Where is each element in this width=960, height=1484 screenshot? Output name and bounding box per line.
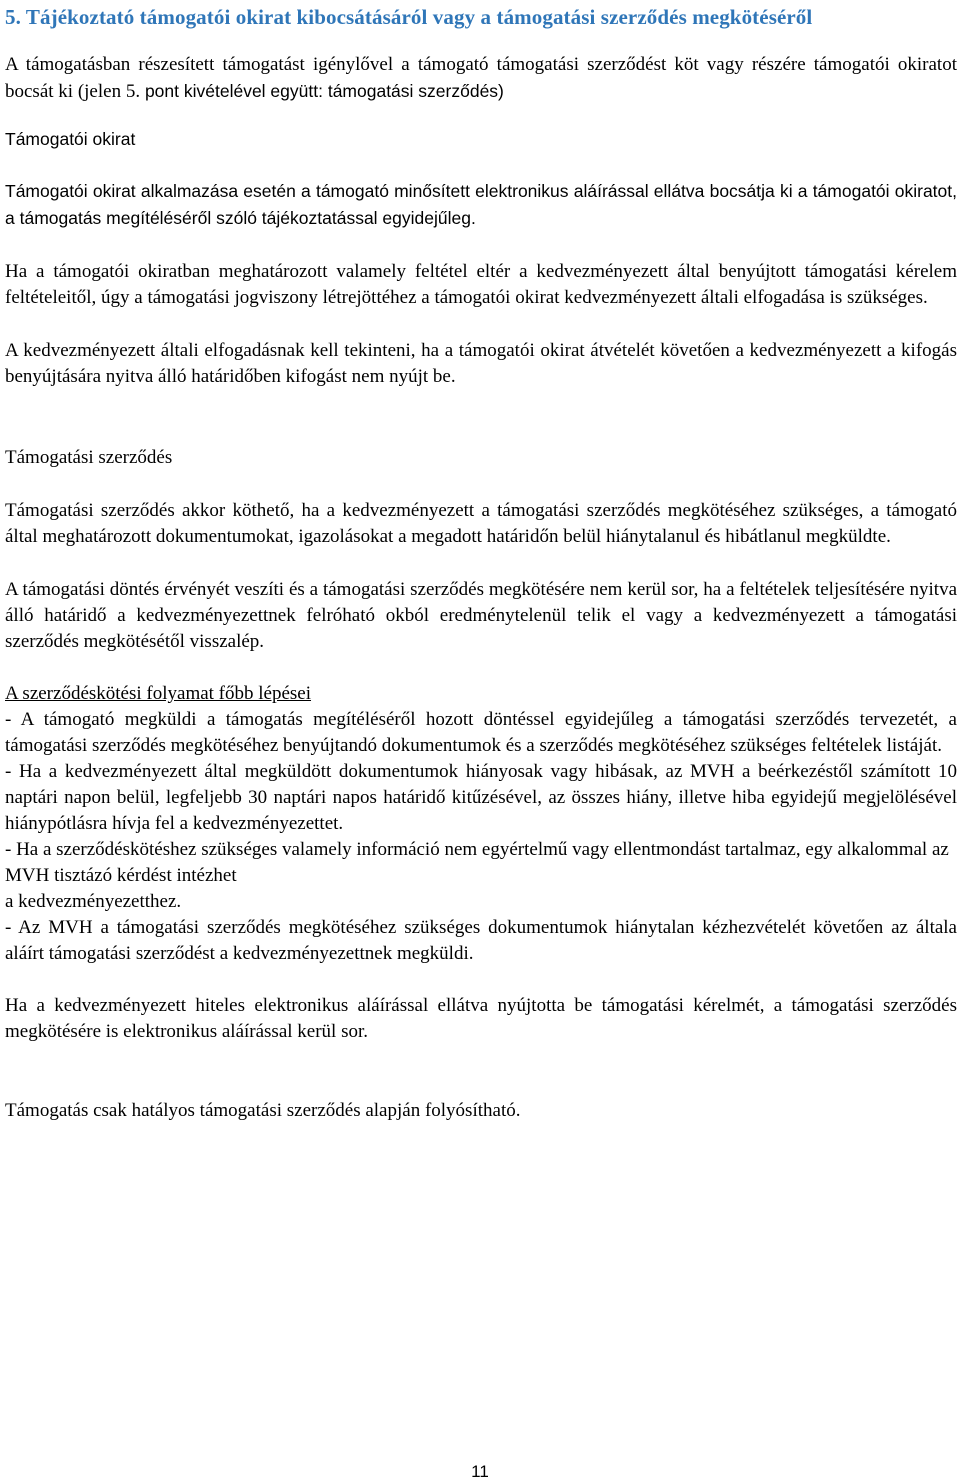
steps-title [5, 681, 957, 707]
step-3-line-1: - Ha a szerződéskötéshez szükséges valamely információ nem egyértelmű vagy ellentmondást tartalmaz, egy alkalommal az MVH tisztázó kérdést intézhet [5, 839, 949, 886]
step-1: - A támogató megküldi a támogatás megítéléséről hozott döntéssel egyidejűleg a támogatási szerződés tervezetét, a támogatási szerződés megkötéséhez benyújtandó dokumentumok és a szerződés megkötéséhez szükséges feltételek listáját. [5, 709, 957, 756]
okirat-paragraph-2: Ha a támogatói okiratban meghatározott valamely feltétel eltér a kedvezményezett által benyújtott támogatási kérelem feltételeitől, úgy a támogatási jogviszony létrejöttéhez a támogatói okirat kedvezményezett általi elfogadása is szükséges. [5, 261, 957, 308]
szerzodes-paragraph-1: Támogatási szerződés akkor köthető, ha a kedvezményezett a támogatási szerződés megkötéséhez szükséges, a támogató által meghatározott dokumentumokat, igazolásokat a megadott határidőn belül hiánytalanul és hibátlanul megküldte. [5, 500, 957, 547]
szerzodes-title: Támogatási szerződés [5, 447, 173, 468]
page-number: 11 [471, 1462, 489, 1481]
okirat-paragraph-1-text: Támogatói okirat alkalmazása esetén a támogató minősített elektronikus aláírással ellátva bocsátja ki a támogatói okiratot, a támogatás megítéléséről szóló tájékoztatással egyidejűleg. [5, 181, 957, 228]
step-2: - Ha a kedvezményezett által megküldött dokumentumok hiányosak vagy hibásak, az MVH a beérkezéstől számított 10 naptári napon belül, legfeljebb 30 naptári napos határidő kitűzésével, az összes hiány, illetve hiba egyidejű megjelölésével hiánypótlásra hívja fel a kedvezményezettet. [5, 761, 957, 834]
okirat-paragraph-3: A kedvezményezett általi elfogadásnak kell tekinteni, ha a támogatói okirat átvételét követően a kedvezményezett a kifogás benyújtására nyitva álló határidőben kifogást nem nyújt be. [5, 340, 957, 387]
step-3 [5, 837, 957, 915]
steps-title-text: A szerződéskötési folyamat főbb lépései [5, 683, 312, 704]
intro-sans-text: pont kivételével együtt: támogatási szerződés) [140, 81, 504, 101]
step-3-line-2: a kedvezményezetthez. [5, 891, 182, 912]
okirat-title: Támogatói okirat [5, 129, 136, 149]
szerzodes-paragraph-3: Ha a kedvezményezett hiteles elektronikus aláírással ellátva nyújtotta be támogatási kérelmét, a támogatási szerződés megkötésére is elektronikus aláírással kerül sor. [5, 995, 957, 1042]
szerzodes-paragraph-2: A támogatási döntés érvényét veszíti és a támogatási szerződés megkötésére nem kerül sor, ha a feltételek teljesítésére nyitva álló határidő a kedvezményezettnek felróható okból eredménytelenül telik el vagy a kedvezményezett a támogatási szerződés megkötésétől visszalép. [5, 579, 957, 652]
intro-paragraph [5, 52, 957, 105]
intro-serif-text: A támogatásban részesített támogatást igénylővel a támogató támogatási szerződést köt vagy részére támogatói okiratot bocsát ki (jelen 5. [5, 54, 957, 102]
szerzodes-paragraph-4: Támogatás csak hatályos támogatási szerződés alapján folyósítható. [5, 1100, 521, 1121]
step-4: - Az MVH a támogatási szerződés megkötéséhez szükséges dokumentumok hiánytalan kézhezvételét követően az általa aláírt támogatási szerződést a kedvezményezettnek megküldi. [5, 917, 957, 964]
okirat-paragraph-1 [5, 178, 957, 232]
document-page [5, 0, 957, 1124]
section-heading: 5. Tájékoztató támogatói okirat kibocsátásáról vagy a támogatási szerződés megkötéséről [5, 5, 813, 29]
